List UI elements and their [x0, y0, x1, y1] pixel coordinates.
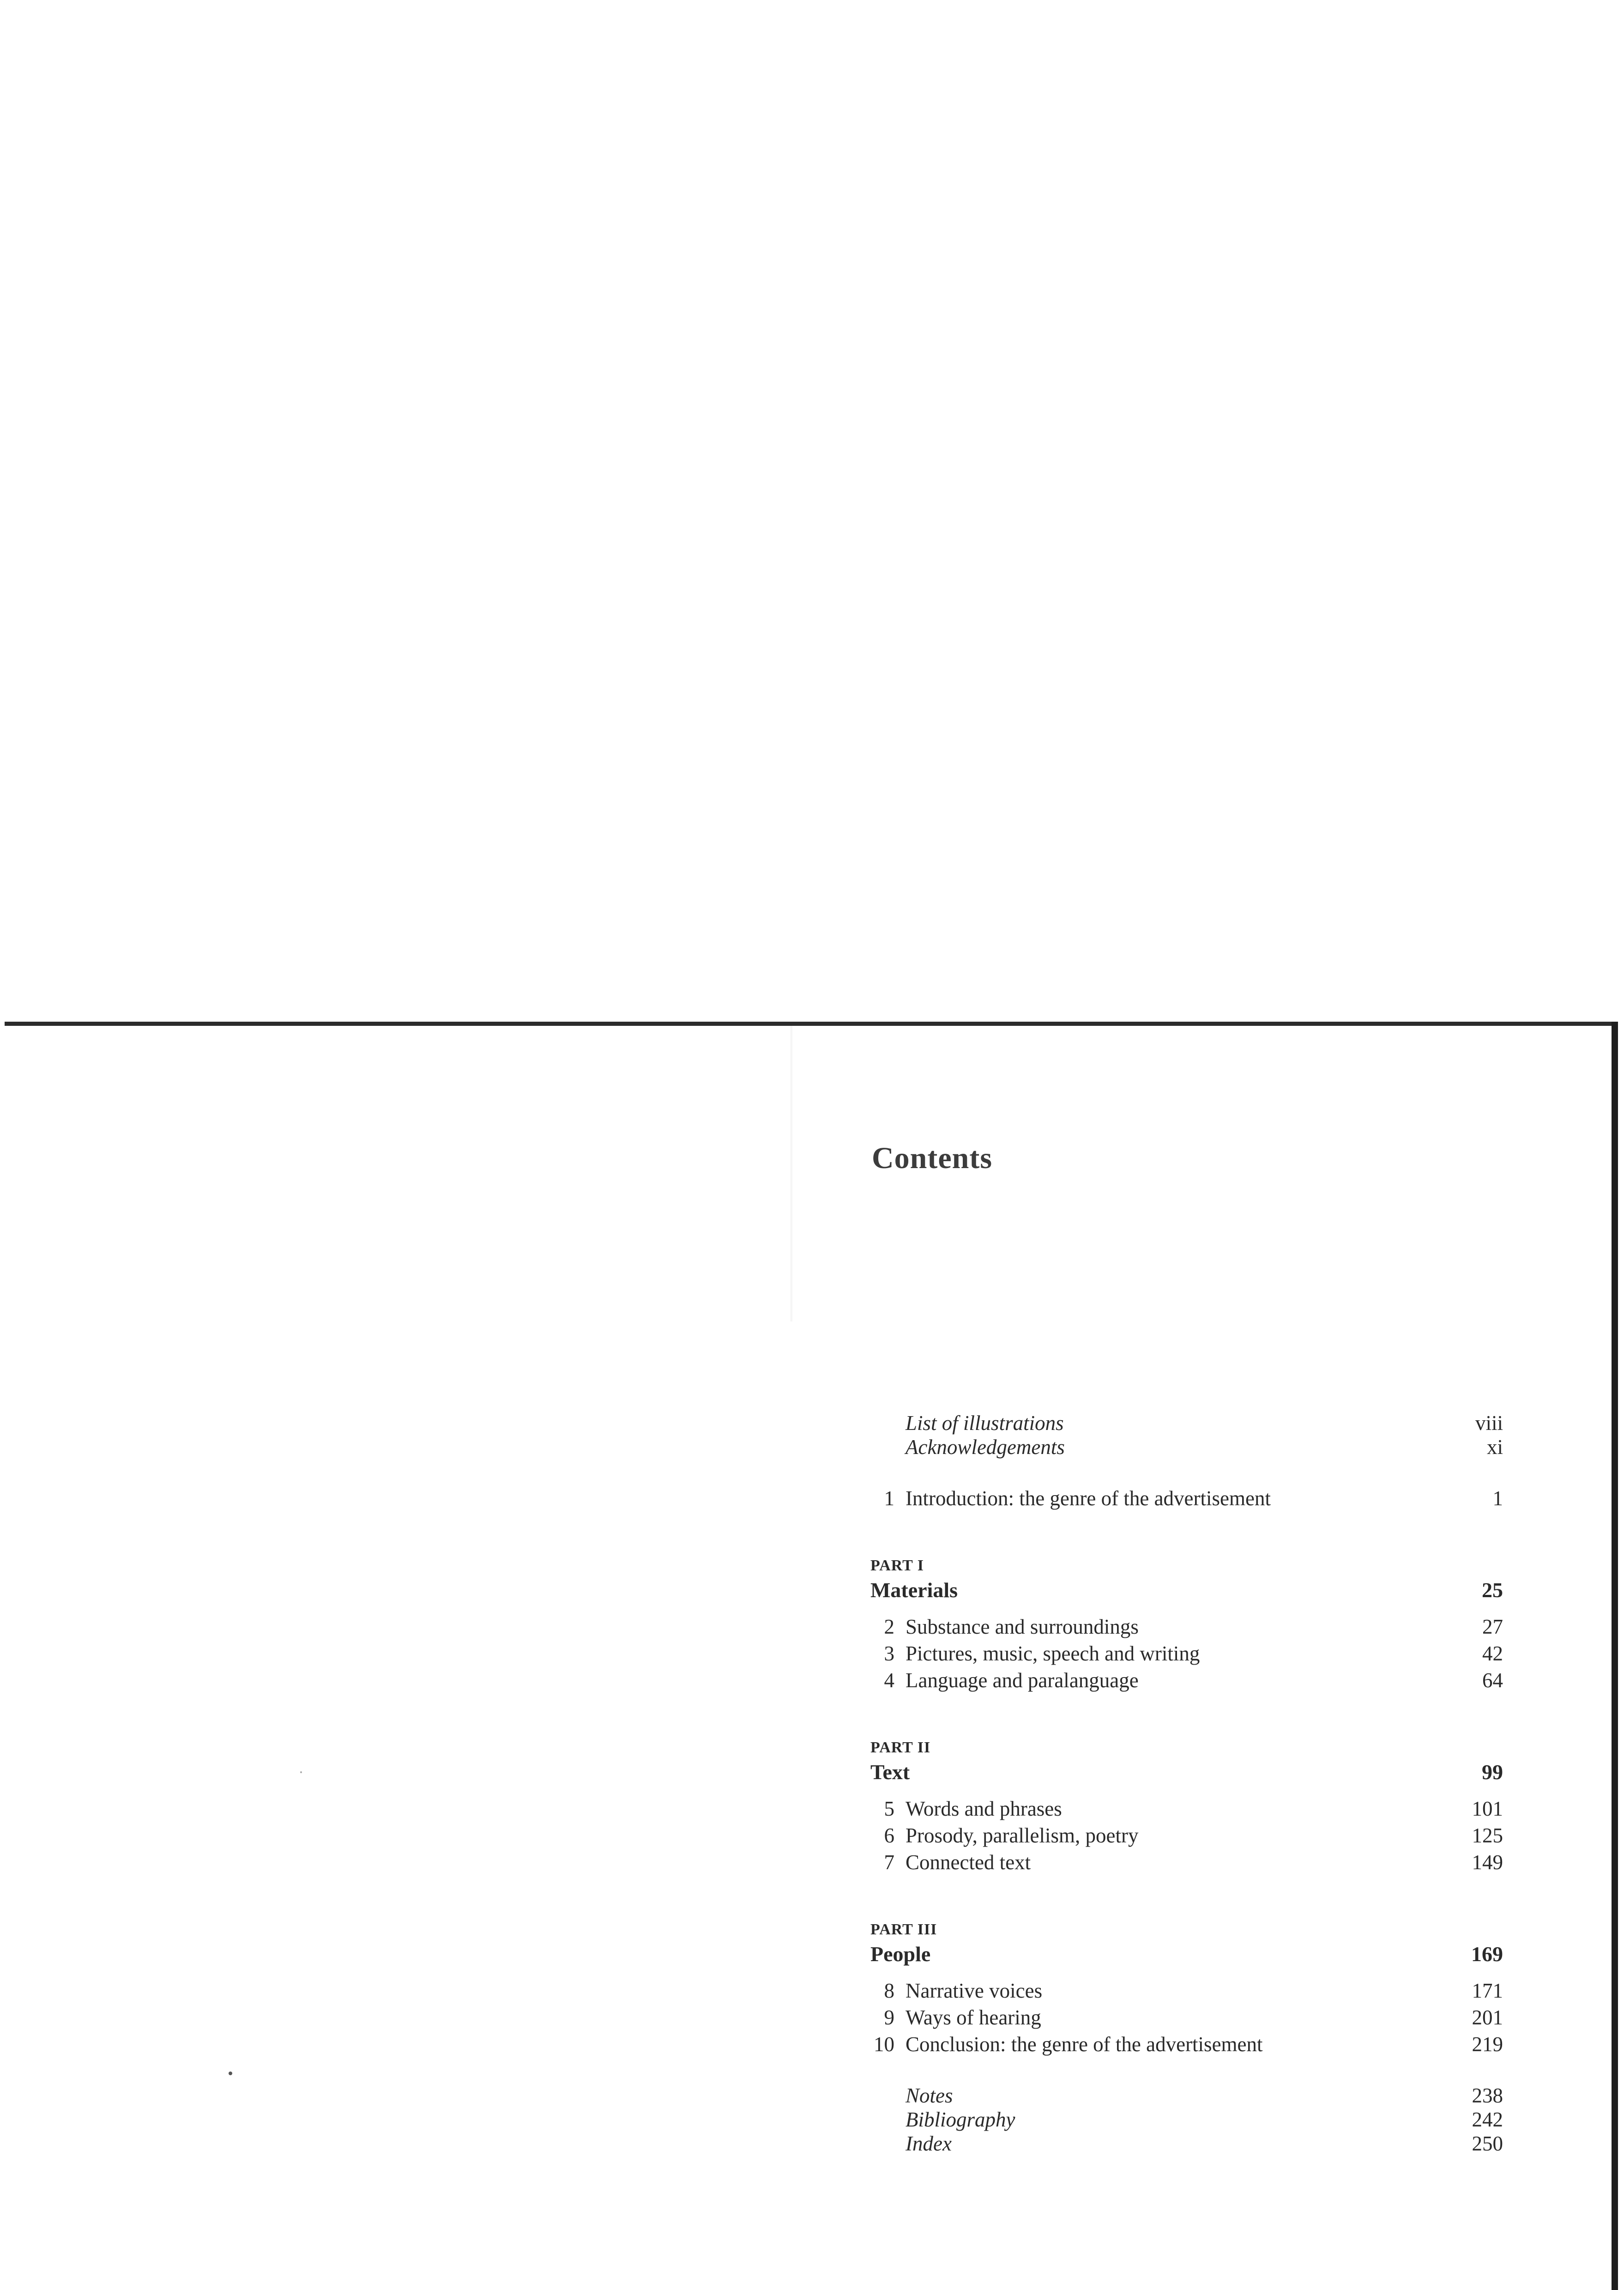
- chapter-number: 2: [884, 1615, 894, 1638]
- toc-entry-title: Index: [906, 2132, 952, 2155]
- toc-part-heading[interactable]: [870, 1757, 1503, 1787]
- toc-chapter-item[interactable]: [870, 2031, 1503, 2058]
- toc-chapter-item[interactable]: [870, 1849, 1503, 1876]
- spine-shadow: [791, 1026, 793, 1321]
- toc-page-number: 27: [1482, 1615, 1503, 1638]
- chapter-number: 10: [874, 2033, 894, 2056]
- toc-part-heading[interactable]: [870, 1575, 1503, 1605]
- chapter-title: Language and paralanguage: [906, 1669, 1139, 1692]
- toc-page-number: xi: [1486, 1436, 1503, 1459]
- chapter-number: 8: [884, 1979, 894, 2002]
- scan-speck: [300, 1771, 302, 1773]
- part-label: PART II: [870, 1739, 931, 1756]
- chapter-number: 7: [884, 1851, 894, 1874]
- chapter-title: Connected text: [906, 1851, 1031, 1874]
- toc-page-number: viii: [1475, 1412, 1503, 1435]
- toc-entry-title: Acknowledgements: [906, 1436, 1065, 1459]
- toc-chapter-item[interactable]: [870, 1485, 1503, 1512]
- toc-back-matter-item[interactable]: [870, 2108, 1503, 2132]
- toc-page-number: 99: [1482, 1760, 1503, 1784]
- table-of-contents: [870, 1411, 1503, 2156]
- chapter-number: 5: [884, 1797, 894, 1820]
- part-title: Text: [870, 1760, 910, 1784]
- chapter-title: Substance and surroundings: [906, 1615, 1139, 1638]
- toc-back-matter-item[interactable]: [870, 2132, 1503, 2156]
- toc-page-number: 238: [1472, 2084, 1503, 2107]
- toc-page-number: 101: [1472, 1797, 1503, 1820]
- toc-page-number: 149: [1472, 1851, 1503, 1874]
- toc-page-number: 169: [1471, 1942, 1503, 1966]
- toc-page-number: 1: [1492, 1487, 1503, 1510]
- toc-chapter-item[interactable]: [870, 1613, 1503, 1640]
- chapter-title: Words and phrases: [906, 1797, 1062, 1820]
- book-edge-top-line: [5, 1022, 1616, 1026]
- toc-chapter-item[interactable]: [870, 1640, 1503, 1667]
- book-edge-right-line: [1612, 1022, 1618, 2290]
- toc-page-number: 125: [1472, 1824, 1503, 1847]
- part-title: Materials: [870, 1578, 958, 1602]
- chapter-title: Narrative voices: [906, 1979, 1043, 2002]
- chapter-title: Ways of hearing: [906, 2006, 1041, 2029]
- toc-entry-title: Notes: [906, 2084, 953, 2107]
- toc-page-number: 250: [1472, 2132, 1503, 2155]
- chapter-number: 6: [884, 1824, 894, 1847]
- scan-speck: [229, 2072, 232, 2075]
- toc-page-number: 171: [1472, 1979, 1503, 2002]
- toc-chapter-item[interactable]: [870, 1822, 1503, 1849]
- toc-entry-title: List of illustrations: [906, 1412, 1064, 1435]
- toc-chapter-item[interactable]: [870, 1667, 1503, 1694]
- chapter-number: 9: [884, 2006, 894, 2029]
- toc-page-number: 64: [1482, 1669, 1503, 1692]
- toc-page-number: 201: [1472, 2006, 1503, 2029]
- chapter-title: Pictures, music, speech and writing: [906, 1642, 1200, 1665]
- part-title: People: [870, 1942, 931, 1966]
- part-label: PART III: [870, 1921, 937, 1938]
- toc-page-number: 25: [1482, 1578, 1503, 1602]
- chapter-title: Conclusion: the genre of the advertisement: [906, 2033, 1263, 2056]
- page-title: Contents: [872, 1141, 993, 1175]
- chapter-title: Introduction: the genre of the advertisement: [906, 1487, 1271, 1510]
- toc-page-number: 219: [1472, 2033, 1503, 2056]
- toc-chapter-item[interactable]: [870, 1977, 1503, 2004]
- toc-chapter-item[interactable]: [870, 1795, 1503, 1822]
- toc-back-matter-item[interactable]: [870, 2084, 1503, 2108]
- toc-chapter-item[interactable]: [870, 2004, 1503, 2031]
- chapter-title: Prosody, parallelism, poetry: [906, 1824, 1139, 1847]
- toc-front-matter-item[interactable]: [870, 1435, 1503, 1459]
- chapter-number: 1: [884, 1487, 894, 1510]
- toc-entry-title: Bibliography: [906, 2108, 1015, 2131]
- toc-page-number: 42: [1482, 1642, 1503, 1665]
- toc-part-heading[interactable]: [870, 1939, 1503, 1969]
- chapter-number: 3: [884, 1642, 894, 1665]
- toc-front-matter-item[interactable]: [870, 1411, 1503, 1435]
- part-label: PART I: [870, 1557, 924, 1574]
- chapter-number: 4: [884, 1669, 894, 1692]
- toc-page-number: 242: [1472, 2108, 1503, 2131]
